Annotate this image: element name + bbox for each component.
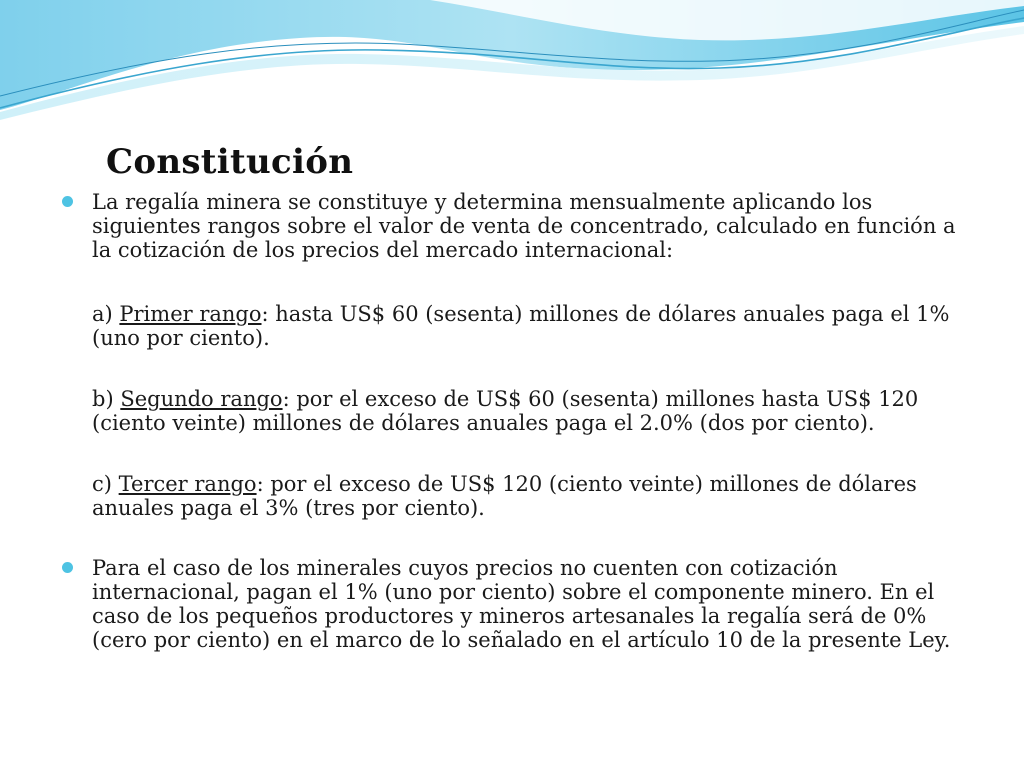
range-a-text: : hasta US$ 60 (sesenta) millones de dólares anuales paga el 1% (uno por ciento).: [92, 302, 950, 350]
range-c-label: Tercer rango: [118, 472, 257, 496]
range-c-text: : por el exceso de US$ 120 (ciento veinte) millones de dólares anuales paga el 3% (tres por ciento).: [92, 472, 917, 520]
bullet-paragraph-intro: [92, 190, 972, 262]
range-a-label: Primer rango: [119, 302, 262, 326]
range-item-c: [92, 472, 972, 520]
range-c-prefix: c): [92, 472, 119, 496]
bullet-dot-icon: [62, 562, 73, 573]
bullet-paragraph-closing: [92, 556, 972, 652]
range-a-prefix: a): [92, 302, 120, 326]
slide-body: [92, 190, 972, 652]
range-item-b: [92, 387, 972, 435]
range-b-text: : por el exceso de US$ 60 (sesenta) millones hasta US$ 120 (ciento veinte) millones de dólares anuales paga el 2.0% (dos por ciento).: [92, 387, 919, 435]
range-b-label: Segundo rango: [120, 387, 283, 411]
closing-text: Para el caso de los minerales cuyos precios no cuenten con cotización internacional, pagan el 1% (uno por ciento) sobre el componente minero. En el caso de los pequeños productores y mineros artesanales la regalía será de 0% (cero por ciento) en el marco de lo señalado en el artículo 10 de la presente Ley.: [92, 556, 951, 652]
intro-text: La regalía minera se constituye y determina mensualmente aplicando los siguientes rangos sobre el valor de venta de concentrado, calculado en función a la cotización de los precios del mercado internacional:: [92, 190, 956, 262]
slide-title: Constitución: [106, 142, 354, 182]
range-item-a: [92, 302, 972, 350]
bullet-dot-icon: [62, 196, 73, 207]
range-b-prefix: b): [92, 387, 121, 411]
header-wave-decoration: [0, 0, 1024, 130]
